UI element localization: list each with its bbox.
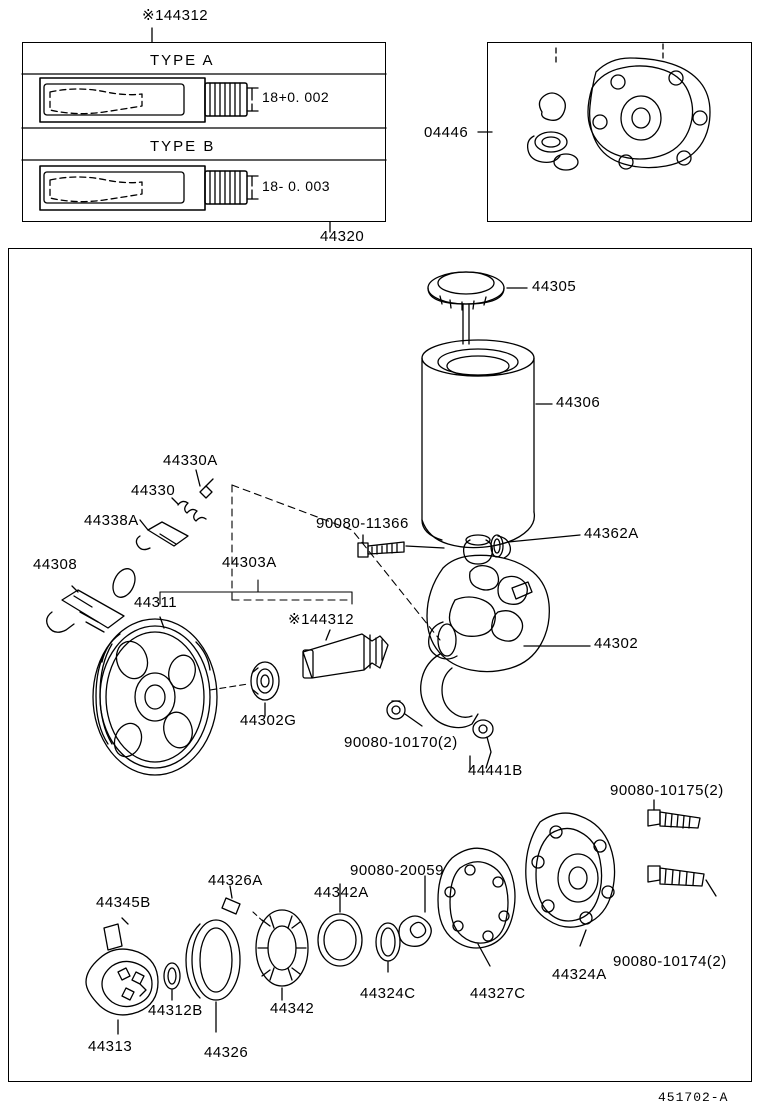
label-44324A: 44324A [552,966,607,983]
label-44320: 44320 [320,228,365,245]
label-44330: 44330 [131,482,176,499]
label-44311: 44311 [134,594,178,611]
label-144312-main: ※144312 [288,611,355,628]
label-44313: 44313 [88,1038,133,1055]
label-44308: 44308 [33,556,78,573]
label-44303A: 44303A [222,554,277,571]
label-44305: 44305 [532,278,577,295]
label-44302: 44302 [594,635,639,652]
label-44326A: 44326A [208,872,263,889]
label-44312B: 44312B [148,1002,203,1019]
label-type-a: TYPE A [150,52,215,69]
label-44362A: 44362A [584,525,639,542]
label-90080-20059: 90080-20059 [350,862,444,879]
label-44441B: 44441B [468,762,523,779]
label-44324C: 44324C [360,985,416,1002]
label-44345B: 44345B [96,894,151,911]
label-90080-11366: 90080-11366 [316,515,409,532]
label-44342: 44342 [270,1000,315,1017]
label-90080-10175: 90080-10175(2) [610,782,724,799]
label-type-b: TYPE B [150,138,216,155]
label-44338A: 44338A [84,512,139,529]
label-44330A: 44330A [163,452,218,469]
label-04446: 04446 [424,124,469,141]
label-44327C: 44327C [470,985,526,1002]
label-90080-10174: 90080-10174(2) [613,953,727,970]
label-44306: 44306 [556,394,601,411]
label-type-a-dimension: 18+0. 002 [262,89,330,105]
label-144312-header: ※144312 [142,7,209,24]
sheet-code: 451702-A [658,1090,729,1105]
label-44302G: 44302G [240,712,297,729]
label-90080-10170: 90080-10170(2) [344,734,458,751]
label-44342A: 44342A [314,884,369,901]
label-44326: 44326 [204,1044,249,1061]
label-type-b-dimension: 18- 0. 003 [262,178,331,194]
